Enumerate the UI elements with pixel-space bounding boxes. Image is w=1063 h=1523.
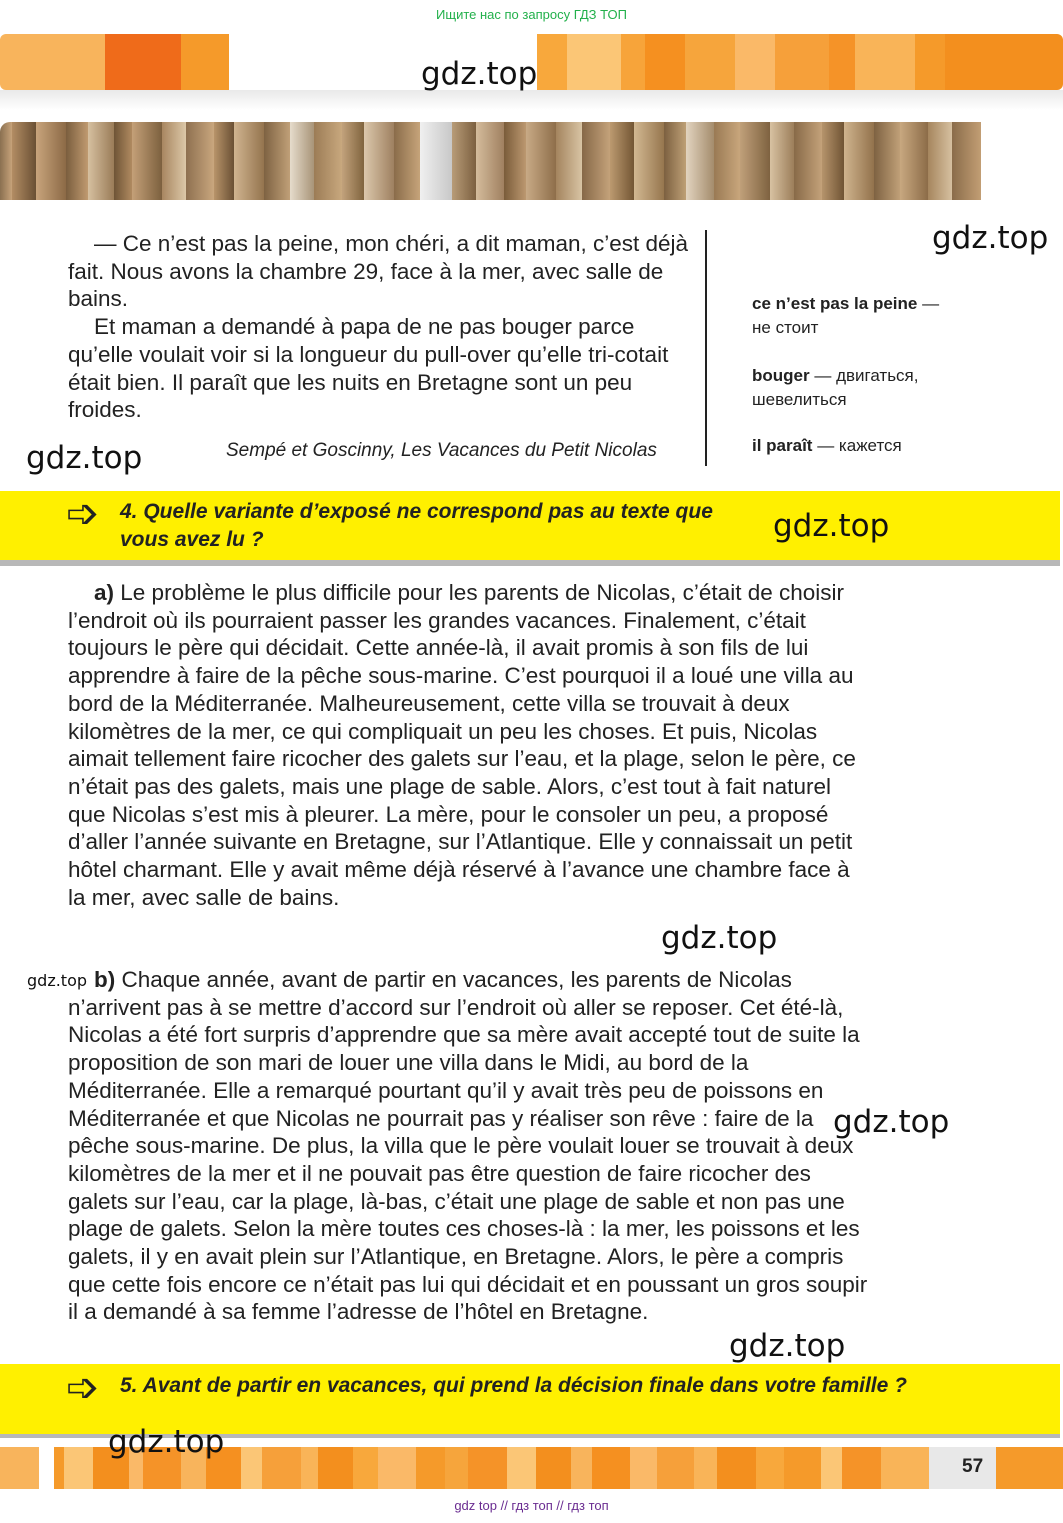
- variant-a: [68, 579, 868, 911]
- header-shadow: [0, 90, 1063, 110]
- watermark-right-top: gdz.top: [932, 220, 1049, 256]
- vocab-translation: не стоит: [752, 318, 819, 337]
- task4-band-shadow: [0, 560, 1060, 566]
- decorative-stripes: [0, 122, 1063, 200]
- vocab-item-3: il paraît — кажется: [752, 436, 902, 455]
- vocab-term: il paraît: [752, 436, 813, 455]
- top-search-note: Ищите нас по запросу ГДЗ ТОП: [436, 7, 627, 22]
- story-passage: [68, 230, 693, 424]
- watermark-variant-b-bottom: gdz.top: [729, 1328, 846, 1364]
- variant-a-label: a): [94, 580, 115, 605]
- vocab-item-2: bouger — двигаться, шевелиться: [752, 366, 919, 409]
- variant-b-label: b): [94, 967, 116, 992]
- passage-paragraph-2: Et maman a demandé à papa de ne pas bouger parce qu’elle voulait voir si la longueur du pull-over qu’elle tri-cotait était bien. Il paraît que les nuits en Bretagne sont un peu froides.: [68, 314, 669, 423]
- watermark-task4: gdz.top: [773, 508, 890, 544]
- passage-source: Sempé et Goscinny, Les Vacances du Petit Nicolas: [226, 440, 657, 461]
- watermark-variant-a: gdz.top: [661, 920, 778, 956]
- vocab-term: bouger: [752, 366, 810, 385]
- page-number: 57: [962, 1456, 984, 1477]
- vocab-item-1: ce n’est pas la peine — не стоит: [752, 294, 940, 337]
- watermark-left: gdz.top: [26, 440, 143, 476]
- task5-text: 5. Avant de partir en vacances, qui prend la décision finale dans votre famille ?: [120, 1374, 907, 1397]
- variant-b: [68, 966, 868, 1326]
- arrow-right-icon: ➩: [66, 492, 100, 536]
- task4-text: 4. Quelle variante d’exposé ne correspond pas au texte que vous avez lu ?: [120, 500, 713, 551]
- column-divider: [705, 230, 707, 466]
- footer-links: gdz top // гдз топ // гдз топ: [454, 1498, 609, 1513]
- variant-a-text: Le problème le plus difficile pour les parents de Nicolas, c’était de choisir l’endroit où ils pourraient passer les grandes vacances. Finalement, c’était toujours le père qui décidait. Cette année-là, il avait promis à son fils de lui apprendre à faire de la pêche sous-marine. C’est pourquoi il a loué une villa au bord de la Méditerranée. Malheureusement, cette villa se trouvait à deux kilomètres de la mer, ce qui compliquait un peu les choses. Et puis, Nicolas aimait tellement faire ricocher des galets sur l’eau, et la plage, selon le père, ce n’était pas des galets, mais une plage de sable. Alors, c’est tout à fait naturel que Nicolas s’est mis à pleurer. La mère, pour le consoler un peu, a proposé d’aller l’année suivante en Bretagne, sur l’Atlantique. Elle y connaissait un petit hôtel charmant. Elle y avait même déjà réservé à l’avance une chambre face à la mer, avec salle de bains.: [68, 580, 856, 910]
- arrow-right-icon: ➩: [66, 1366, 100, 1410]
- watermark-header: gdz.top: [421, 56, 538, 92]
- watermark-small: gdz.top: [27, 971, 88, 990]
- passage-paragraph-1: — Ce n’est pas la peine, mon chéri, a dit maman, c’est déjà fait. Nous avons la chambre 29, face à la mer, avec salle de bains.: [68, 231, 689, 312]
- watermark-variant-b-right: gdz.top: [833, 1104, 950, 1140]
- variant-b-text: Chaque année, avant de partir en vacances, les parents de Nicolas n’arrivent pas à se mettre d’accord sur l’endroit où aller se reposer. Cet été-là, Nicolas a été fort surpris d’apprendre que sa mère avait accepté tout de suite la proposition de son mari de louer une villa dans le Midi, au bord de la Méditerranée. Elle a remarqué pourtant qu’il y avait très peu de poissons en Méditerranée et que Nicolas ne pourrait pas y réaliser son rêve : faire de la pêche sous-marine. De plus, la villa que le père voulait louer se trouvait à deux kilomètres de la mer et il ne pouvait pas être question de faire ricocher des galets sur l’eau, car la plage, là-bas, c’était une plage de sable et non pas une plage de galets. Selon la mère toutes ces choses-là : la mer, les poissons et les galets, il y en avait plein sur l’Atlantique, en Bretagne. Alors, le père a compris que cette fois encore ce n’était pas lui qui décidait et en poussant un gros soupir il a demandé à sa femme l’adresse de l’hôtel en Bretagne.: [68, 967, 868, 1325]
- vocab-translation: двигаться, шевелиться: [752, 366, 919, 409]
- vocab-translation: кажется: [838, 436, 902, 455]
- vocab-term: ce n’est pas la peine: [752, 294, 918, 313]
- watermark-footer: gdz.top: [108, 1424, 225, 1460]
